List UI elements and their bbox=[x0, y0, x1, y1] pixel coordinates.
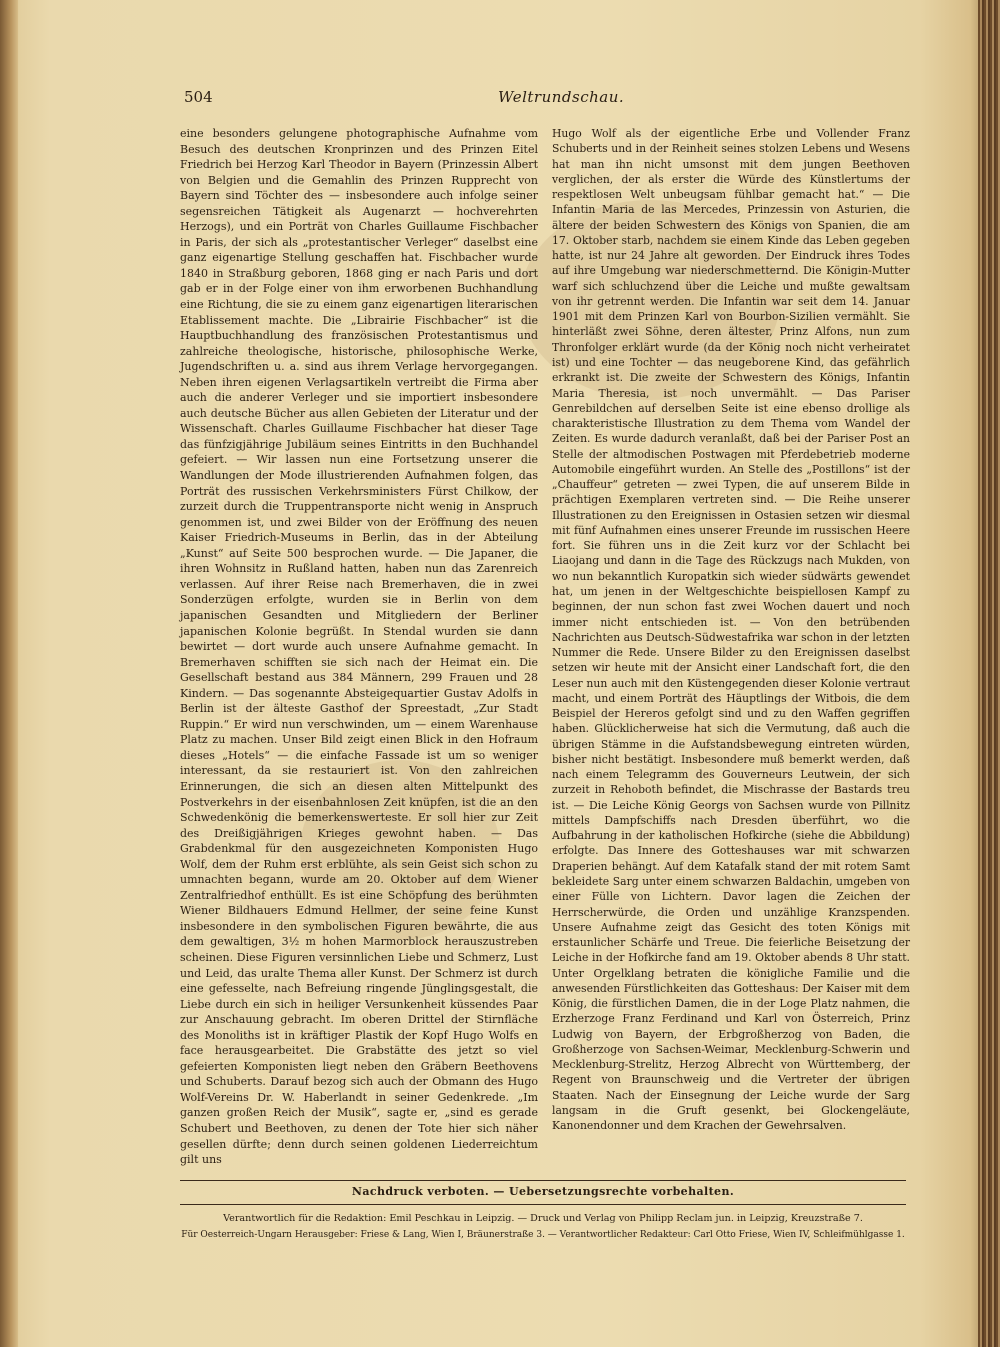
running-title: Weltrundschau. bbox=[498, 88, 625, 106]
footer-rule-top bbox=[180, 1180, 906, 1181]
right-column-text: Hugo Wolf als der eigentliche Erbe und Vollender Franz Schuberts und in der Reinheit seines stolzen Lebens und Wesens hat man ihn nicht umsonst mit dem jungen Beethoven verglichen, der als erster die Würde des Künstlertums der respektlosen Welt unbeugsam fühlbar gemacht hat.“ — Die Infantin Maria de las Mercedes, Prinzessin von Asturien, die ältere der beiden Schwestern des Königs von Spanien, die am 17. Oktober starb, nachdem sie einem Kinde das Leben gegeben hatte, ist nur 24 Jahre alt geworden. Der Eindruck ihres Todes auf ihre Umgebung war niederschmetternd. Die Königin-Mutter warf sich schluchzend über die Leiche und mußte gewaltsam von ihr getrennt werden. Die Infantin war seit dem 14. Januar 1901 mit dem Prinzen Karl von Bourbon-Sizilien vermählt. Sie hinterläßt zwei Söhne, deren ältester, Prinz Alfons, nun zum Thronfolger erklärt wurde (da der König noch nicht verheiratet ist) und eine Tochter — das neugeborene Kind, das gefährlich erkrankt ist. Die zweite der Schwestern des Königs, Infantin Maria Theresia, ist noch unvermählt. — Das Pariser Genrebildchen auf derselben Seite ist eine ebenso drollige als charakteristische Illustration zu dem Thema vom Wandel der Zeiten. Es wurde dadurch veranlaßt, daß bei der Pariser Post an Stelle der altmodischen Postwagen mit Pferdebetrieb moderne Automobile eingeführt wurden. An Stelle des „Postillons“ ist der „Chauffeur“ getreten — zwei Typen, die auf unserem Bilde in prächtigen Exemplaren vertreten sind. — Die Reihe unserer Illustrationen zu den Ereignissen in Ostasien setzen wir diesmal mit fünf Aufnahmen eines unserer Freunde im russischen Heere fort. Sie führen uns in die Zeit kurz vor der Schlacht bei Liaojang und dann in die Tage des Rückzugs nach Mukden, von wo nun bekanntlich Kuropatkin sich wieder südwärts gewendet hat, um jenen in der Weltgeschichte beispiellosen Kampf zu beginnen, der nun schon fast zwei Wochen dauert und noch immer nicht entschieden ist. — Von den betrübenden Nachrichten aus Deutsch-Südwestafrika war schon in der letzten Nummer die Rede. Unsere Bilder zu den Ereignissen daselbst setzen wir heute mit der Ansicht einer Landschaft fort, die den Leser nun auch mit den Küstengegenden dieser Kolonie vertraut macht, und einem Porträt des Häuptlings der Witbois, die dem Beispiel der Hereros gefolgt sind und zu den Waffen gegriffen haben. Glücklicherweise hat sich die Vermutung, daß auch die übrigen Stämme in die Aufstandsbewegung eintreten würden, bisher nicht bestätigt. Insbesondere muß bemerkt werden, daß nach einem Telegramm des Gouverneurs Leutwein, der sich zurzeit in Rehoboth befindet, die Mischrasse der Bastards treu ist. — Die Leiche König Georgs von Sachsen wurde von Pillnitz mittels Dampfschiffs nach Dresden überführt, wo die Aufbahrung in der katholischen Hofkirche (siehe die Abbildung) erfolgte. Das Innere des Gotteshauses war mit schwarzen Draperien behängt. Auf dem Katafalk stand der mit rotem Samt bekleidete Sarg unter einem schwarzen Baldachin, umgeben von einer Fülle von Lichtern. Davor lagen die Zeichen der Herrscherwürde, die Orden und unzählige Kranzspenden. Unsere Aufnahme zeigt das Gesicht des toten Königs mit erstaunlicher Schärfe und Treue. Die feierliche Beisetzung der Leiche in der Hofkirche fand am 19. Oktober abends 8 Uhr statt. Unter Orgelklang betraten die königliche Familie und die anwesenden Fürstlichkeiten das Gotteshaus: Der Kaiser mit dem König, die fürstlichen Damen, die in der Loge Platz nahmen, die Erzherzoge Franz Ferdinand und Karl von Österreich, Prinz Ludwig von Bayern, der Erbgroßherzog von Baden, die Großherzoge von Sachsen-Weimar, Mecklenburg-Schwerin und Mecklenburg-Strelitz, Herzog Albrecht von Württemberg, der Regent von Braunschweig und die Vertreter der übrigen Staaten. Nach der Einsegnung der Leiche wurde der Sarg langsam in die Gruft gesenkt, bei Glockengeläute, Kanonendonner und dem Krachen der Gewehrsalven. bbox=[552, 127, 910, 1133]
page-binding bbox=[0, 0, 18, 1347]
right-column bbox=[552, 126, 910, 1166]
left-column bbox=[180, 126, 538, 1176]
footer-rule-bottom bbox=[180, 1204, 906, 1205]
running-head bbox=[180, 86, 910, 110]
page-number: 504 bbox=[184, 88, 213, 106]
imprint-line-1: Verantwortlich für die Redaktion: Emil Peschkau in Leipzig. — Druck und Verlag von Philipp Reclam jun. in Leipzig, Kreuzstraße 7. bbox=[223, 1213, 863, 1224]
page-edge bbox=[978, 0, 1000, 1347]
left-column-text: eine besonders gelungene photographische Aufnahme vom Besuch des deutschen Kronprinzen und des Prinzen Eitel Friedrich bei Herzog Karl Theodor in Bayern (Prinzessin Albert von Belgien und die Gemahlin des Prinzen Rupprecht von Bayern sind Töchter des — insbesondere auch infolge seiner segensreichen Tätigkeit als Augenarzt — hochverehrten Herzogs), und ein Porträt von Charles Guillaume Fischbacher in Paris, der sich als „protestantischer Verleger“ daselbst eine ganz eigenartige Stellung geschaffen hat. Fischbacher wurde 1840 in Straßburg geboren, 1868 ging er nach Paris und dort gab er in der Folge einer von ihm erworbenen Buchhandlung eine Richtung, die sie zu einem ganz eigenartigen literarischen Etablissement machte. Die „Librairie Fischbacher“ ist die Hauptbuchhandlung des französischen Protestantismus und zahlreiche theologische, historische, philosophische Werke, Jugendschriften u. a. sind aus ihrem Verlage hervorgegangen. Neben ihren eigenen Verlagsartikeln vertreibt die Firma aber auch die anderer Verleger und sie importiert insbesondere auch deutsche Bücher aus allen Gebieten der Literatur und der Wissenschaft. Charles Guillaume Fischbacher hat dieser Tage das fünfzigjährige Jubiläum seines Eintritts in den Buchhandel gefeiert. — Wir lassen nun eine Fortsetzung unserer die Wandlungen der Mode illustrierenden Aufnahmen folgen, das Porträt des russischen Verkehrsministers Fürst Chilkow, der zurzeit durch die Truppentransporte nicht wenig in Anspruch genommen ist, und zwei Bilder von der Eröffnung des neuen Kaiser Friedrich-Museums in Berlin, das in der Abteilung „Kunst“ auf Seite 500 besprochen wurde. — Die Japaner, die ihren Wohnsitz in Rußland hatten, haben nun das Zarenreich verlassen. Auf ihrer Reise nach Bremerhaven, die in zwei Sonderzügen erfolgte, wurden sie in Berlin von dem japanischen Gesandten und Mitgliedern der Berliner japanischen Kolonie begrüßt. In Stendal wurden sie dann bewirtet — dort wurde auch unsere Aufnahme gemacht. In Bremerhaven schifften sie sich nach der Heimat ein. Die Gesellschaft bestand aus 384 Männern, 299 Frauen und 28 Kindern. — Das sogenannte Absteigequartier Gustav Adolfs in Berlin ist der älteste Gasthof der Spreestadt, „Zur Stadt Ruppin.“ Er wird nun verschwinden, um — einem Warenhause Platz zu machen. Unser Bild zeigt einen Blick in den Hofraum dieses „Hotels“ — die einfache Fassade ist um so weniger interessant, da sie restauriert ist. Von den zahlreichen Erinnerungen, die sich an diesen alten Mittelpunkt des Postverkehrs in der eisenbahnlosen Zeit knüpfen, ist die an den Schwedenkönig die bemerkenswerteste. Er soll hier zur Zeit des Dreißigjährigen Krieges gewohnt haben. — Das Grabdenkmal für den ausgezeichneten Komponisten Hugo Wolf, dem der Ruhm erst erblühte, als sein Geist sich schon zu umnachten begann, wurde am 20. Oktober auf dem Wiener Zentralfriedhof enthüllt. Es ist eine Schöpfung des berühmten Wiener Bildhauers Edmund Hellmer, der seine feine Kunst insbesondere in den symbolischen Figuren bewährte, die aus dem gewaltigen, 3½ m hohen Marmorblock herauszustreben scheinen. Diese Figuren versinnlichen Liebe und Schmerz, Lust und Leid, das uralte Thema aller Kunst. Der Schmerz ist durch eine gefesselte, nach Befreiung ringende Jünglingsgestalt, die Liebe durch ein sich in heiliger Versunkenheit küssendes Paar zur Anschauung gebracht. Im oberen Drittel der Stirnfläche des Monoliths ist in kräftiger Plastik der Kopf Hugo Wolfs en face herausgearbeitet. Die Grabstätte des jetzt so viel gefeierten Komponisten liegt neben den Gräbern Beethovens und Schuberts. Darauf bezog sich auch der Obmann des Hugo Wolf-Vereins Dr. W. Haberlandt in seiner Gedenkrede. „Im ganzen großen Reich der Musik“, sagte er, „sind es gerade Schubert und Beethoven, zu denen der Tote hier sich näher gesellen dürfte; denn durch seinen goldenen Liederreichtum gilt uns bbox=[180, 127, 538, 1167]
imprint-line-2: Für Oesterreich-Ungarn Herausgeber: Friese & Lang, Wien I, Bräunerstraße 3. — Verantwortlicher Redakteur: Carl Otto Friese, Wien IV, Schleifmühlgasse 1. bbox=[181, 1230, 905, 1240]
copyright-notice: Nachdruck verboten. — Uebersetzungsrechte vorbehalten. bbox=[351, 1185, 735, 1198]
